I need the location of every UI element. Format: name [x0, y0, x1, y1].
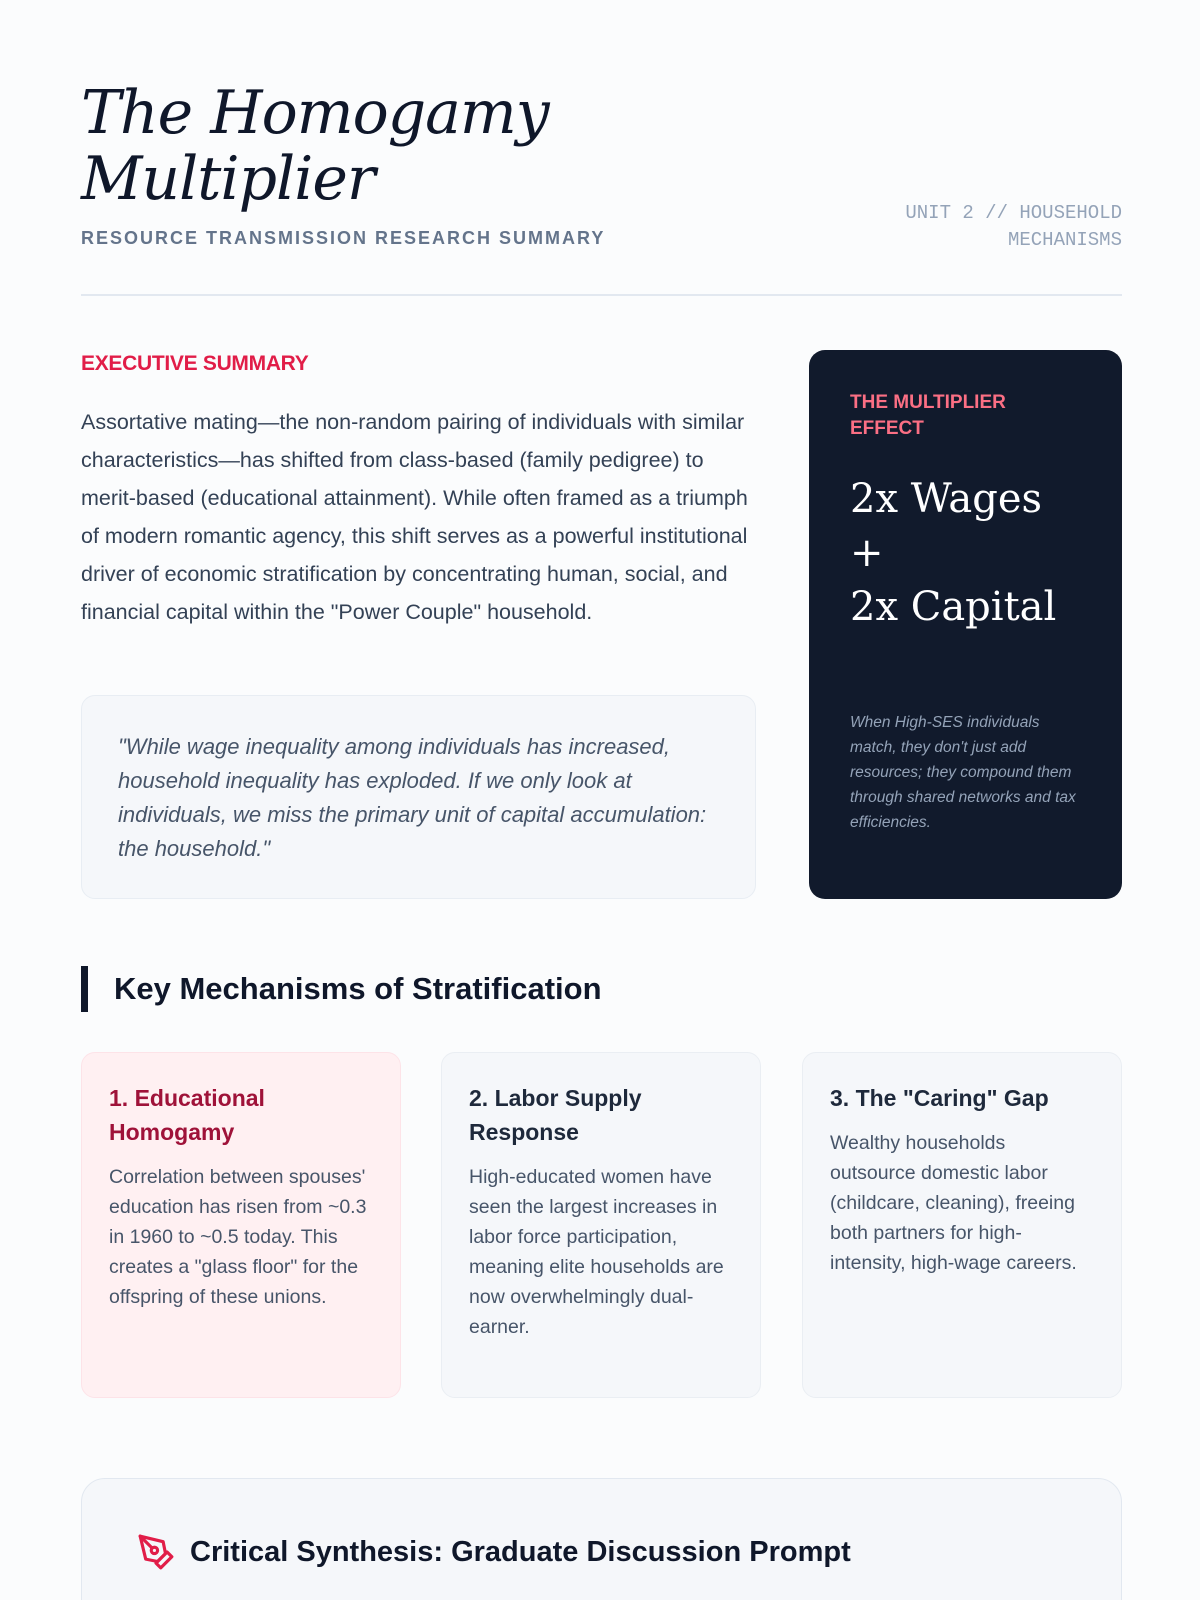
- synthesis-title: Critical Synthesis: Graduate Discussion Prompt: [190, 1536, 851, 1568]
- multiplier-wages: 2x Wages: [850, 476, 1043, 522]
- multiplier-formula: [850, 472, 1082, 634]
- mechanism-body: Wealthy households outsource domestic labor (childcare, cleaning), freeing both partners for high-intensity, high-wage careers.: [830, 1132, 1077, 1274]
- pen-nib-icon: [137, 1533, 175, 1571]
- unit-label: [862, 200, 1122, 254]
- unit-label-line2: MECHANISMS: [1007, 229, 1122, 251]
- executive-summary-heading: EXECUTIVE SUMMARY: [81, 352, 309, 375]
- page-title-line1: The Homogamy: [81, 78, 549, 148]
- quote-text: "While wage inequality among individuals has increased, household inequality has exploded. If we only look at individuals, we miss the primary unit of capital accumulation: the household.": [118, 734, 707, 861]
- mechanisms-heading: Key Mechanisms of Stratification: [81, 966, 602, 1012]
- multiplier-capital: 2x Capital: [850, 584, 1057, 630]
- mechanism-card-caring-gap: [802, 1052, 1122, 1398]
- multiplier-note: When High-SES individuals match, they don't just add resources; they compound them through shared networks and tax efficiencies.: [850, 714, 1076, 831]
- executive-summary-body: Assortative mating—the non-random pairing of individuals with similar characteristics—has shifted from class-based (family pedigree) to merit-based (educational attainment). While often framed as a triumph of modern romantic agency, this shift serves as a powerful institutional driver of economic stratification by concentrating human, social, and financial capital within the "Power Couple" household.: [81, 410, 748, 624]
- multiplier-plus: +: [850, 530, 884, 576]
- page-subtitle: RESOURCE TRANSMISSION RESEARCH SUMMARY: [81, 228, 606, 248]
- mechanism-body: Correlation between spouses' education has risen from ~0.3 in 1960 to ~0.5 today. This creates a "glass floor" for the offspring of these unions.: [109, 1166, 367, 1308]
- mechanism-card-educational-homogamy: [81, 1052, 401, 1398]
- unit-label-line1: UNIT 2 // HOUSEHOLD: [905, 202, 1122, 224]
- page-title: [81, 80, 601, 212]
- multiplier-label: THE MULTIPLIER EFFECT: [850, 392, 1006, 439]
- mechanism-title: 3. The "Caring" Gap: [830, 1085, 1049, 1111]
- mechanism-title: 2. Labor Supply Response: [469, 1085, 642, 1145]
- mechanism-card-labor-supply: [441, 1052, 761, 1398]
- quote-box: [81, 695, 756, 899]
- page-title-line2: Multiplier: [81, 144, 375, 214]
- mechanism-title: 1. Educational Homogamy: [109, 1085, 265, 1145]
- page-header: [81, 80, 1122, 295]
- header-divider: [81, 294, 1122, 296]
- mechanism-body: High-educated women have seen the largest increases in labor force participation, meaning elite households are now overwhelmingly dual-earner.: [469, 1166, 724, 1338]
- synthesis-section: [81, 1478, 1122, 1600]
- multiplier-card: [809, 350, 1122, 899]
